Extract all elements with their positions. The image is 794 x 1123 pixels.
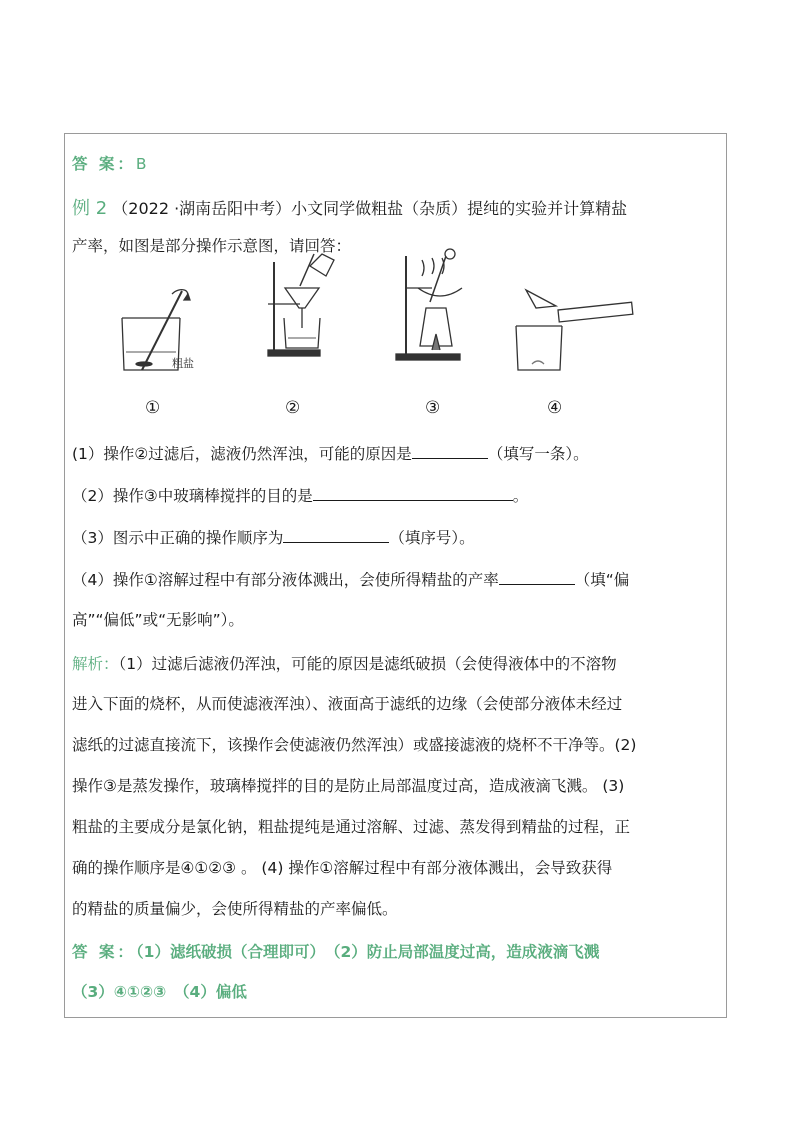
top-answer bbox=[72, 152, 724, 174]
question-4-line-2: 高”“偏低”或“无影响”）。 bbox=[72, 611, 244, 629]
analysis-line-5: 粗盐的主要成分是氯化钠，粗盐提纯是通过溶解、过滤、蒸发得到精盐的过程，正 bbox=[72, 818, 631, 836]
question-1-suffix: （填写一条）。 bbox=[487, 445, 589, 463]
example-label: 例 2 bbox=[72, 198, 108, 219]
figure-marker-2: ② bbox=[285, 398, 301, 418]
analysis-line-6: 确的操作顺序是④①②③ 。 (4) 操作①溶解过程中有部分液体溅出，会导致获得 bbox=[72, 859, 613, 877]
question-4 bbox=[72, 568, 724, 590]
question-1 bbox=[72, 442, 724, 464]
answer-blank-3[interactable] bbox=[283, 528, 389, 543]
question-3-suffix: （填序号）。 bbox=[389, 529, 475, 547]
analysis-line-1 bbox=[72, 652, 724, 674]
weighing-figure bbox=[516, 290, 633, 370]
final-answer-text-1: （1）滤纸破损（合理即可） （2）防止局部温度过高，造成液滴飞溅 bbox=[135, 943, 600, 961]
figure-marker-1: ① bbox=[145, 398, 161, 418]
analysis-label: 解析： bbox=[72, 655, 119, 673]
filtration-figure bbox=[268, 254, 334, 356]
question-2 bbox=[72, 484, 724, 506]
example-line-1 bbox=[72, 194, 724, 220]
analysis-line-7: 的精盐的质量偏少，会使所得精盐的产率偏低。 bbox=[72, 900, 398, 918]
final-answer-label: 答 案： bbox=[72, 943, 136, 961]
question-3 bbox=[72, 526, 724, 548]
question-1-text: (1）操作②过滤后，滤液仍然浑浊，可能的原因是 bbox=[72, 445, 412, 463]
apparatus-illustration bbox=[100, 246, 680, 376]
answer-blank-2[interactable] bbox=[313, 486, 513, 501]
evaporation-figure bbox=[396, 249, 462, 360]
question-3-text: （3）图示中正确的操作顺序为 bbox=[72, 529, 284, 547]
final-answer-line-1 bbox=[72, 940, 724, 962]
question-4-suffix: （填“偏 bbox=[574, 571, 630, 589]
question-4-text: （4）操作①溶解过程中有部分液体溅出，会使所得精盐的产率 bbox=[72, 571, 499, 589]
question-2-suffix: 。 bbox=[512, 487, 529, 505]
figure-marker-4: ④ bbox=[547, 398, 563, 418]
analysis-line-2: 进入下面的烧杯，从而使滤液浑浊）、液面高于滤纸的边缘（会使部分液体未经过 bbox=[72, 695, 623, 713]
question-2-text: （2）操作③中玻璃棒搅拌的目的是 bbox=[72, 487, 313, 505]
answer-blank-1[interactable] bbox=[412, 444, 488, 459]
answer-value: B bbox=[135, 155, 147, 173]
analysis-line-4: 操作③是蒸发操作，玻璃棒搅拌的目的是防止局部温度过高，造成液滴飞溅。 (3) bbox=[72, 777, 625, 795]
crude-salt-label: 粗盐 bbox=[172, 357, 194, 370]
analysis-text-1: （1）过滤后滤液仍浑浊，可能的原因是滤纸破损（会使得液体中的不溶物 bbox=[118, 655, 617, 673]
example-stem-1: （2022 ·湖南岳阳中考）小文同学做粗盐（杂质）提纯的实验并计算精盐 bbox=[112, 199, 628, 218]
answer-label: 答 案： bbox=[72, 155, 136, 173]
experiment-figure bbox=[100, 246, 680, 426]
figure-marker-3: ③ bbox=[425, 398, 441, 418]
final-answer-line-2: （3）④①②③ （4）偏低 bbox=[72, 983, 247, 1001]
example-stem-2: 产率，如图是部分操作示意图，请回答： bbox=[72, 237, 352, 255]
answer-blank-4[interactable] bbox=[499, 570, 575, 585]
analysis-line-3: 滤纸的过滤直接流下，该操作会使滤液仍然浑浊）或盛接滤液的烧杯不干净等。(2) bbox=[72, 736, 637, 754]
